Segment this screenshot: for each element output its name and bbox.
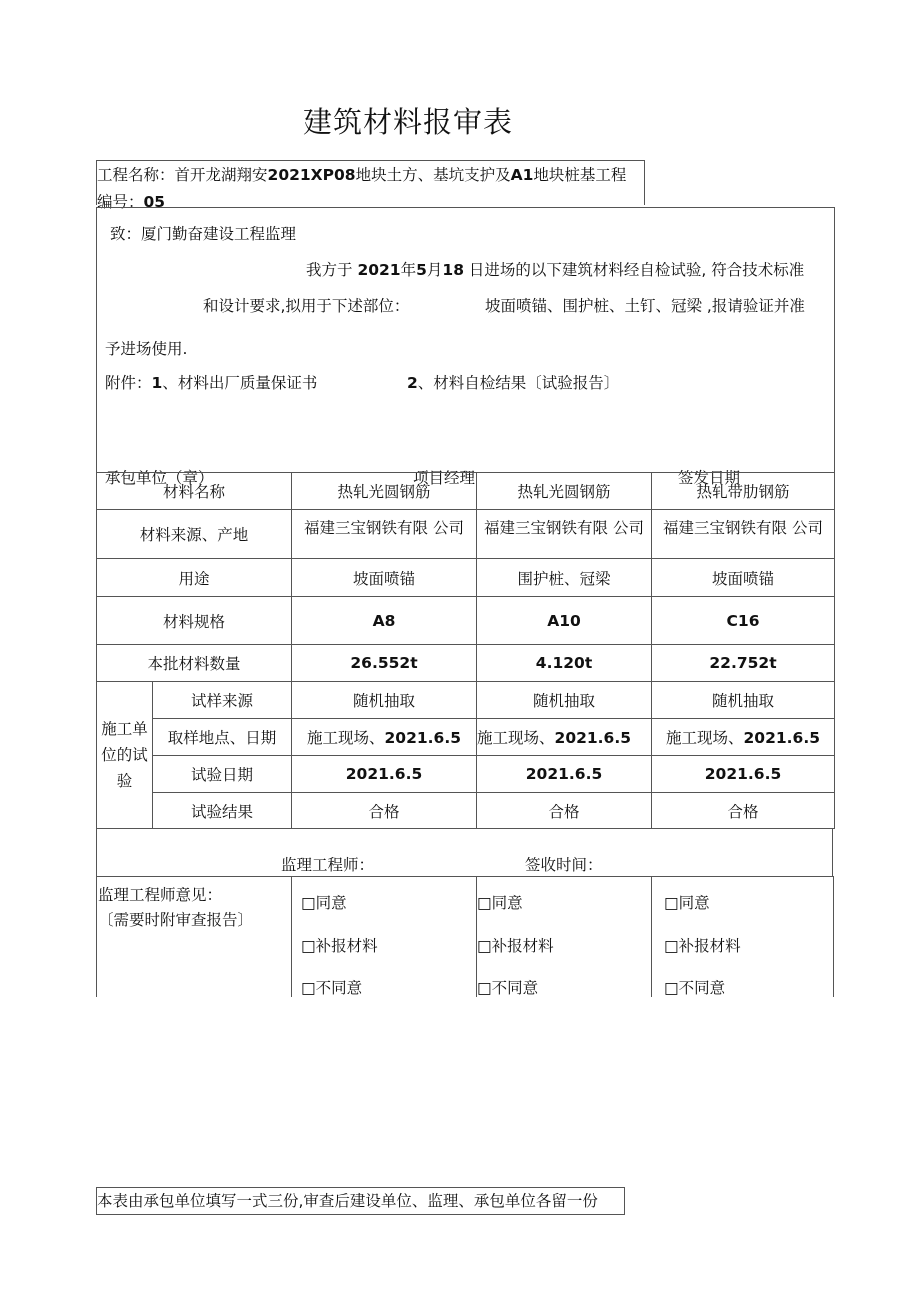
test-date-cell: 2021.6.5 xyxy=(292,756,477,793)
header-test-result: 试验结果 xyxy=(153,793,292,829)
table-row xyxy=(97,719,835,756)
test-date-cell: 2021.6.5 xyxy=(652,756,835,793)
sign-time-label: 签收时间： xyxy=(525,856,603,874)
text: 我方于 xyxy=(306,261,358,279)
opinion-label: 监理工程师意见： xyxy=(98,886,223,904)
sample-place: 施工现场、 xyxy=(477,729,555,747)
usage-cell: 坡面喷锚 xyxy=(652,559,835,597)
letter-line-2b: 坡面喷锚、围护桩、土钉、冠梁 ,报请验证并准 xyxy=(485,297,805,315)
attachment-2 xyxy=(407,371,619,393)
sample-place: 施工现场、 xyxy=(307,729,385,747)
source-cell: 福建三宝钢铁有限 公司 xyxy=(292,510,477,559)
project-name-part: 首开龙湖翔安 xyxy=(174,166,268,184)
material-name-cell: 热轧带肋钢筋 xyxy=(652,473,835,510)
spec-cell: C16 xyxy=(652,597,835,645)
material-name-cell: 热轧光圆钢筋 xyxy=(477,473,652,510)
sample-source-cell: 随机抽取 xyxy=(477,682,652,719)
usage-cell: 围护桩、冠梁 xyxy=(477,559,652,597)
header-source: 材料来源、产地 xyxy=(97,510,292,559)
date-day: 18 xyxy=(442,261,464,279)
supervisor-opinion-row xyxy=(96,876,833,996)
project-name-part: 地块土方、基坑支护及 xyxy=(355,166,511,184)
option-supplement[interactable]: □补报材料 xyxy=(477,937,554,955)
letter-line-2a: 和设计要求,拟用于下述部位： xyxy=(203,297,410,315)
option-agree[interactable]: □同意 xyxy=(664,894,710,912)
text: 日进场的以下建筑材料经自检试验, 符合技术标准 xyxy=(463,261,805,279)
test-result-cell: 合格 xyxy=(652,793,835,829)
attachment-number: 2 xyxy=(407,374,418,392)
spec-cell: A8 xyxy=(292,597,477,645)
project-number-value: 05 xyxy=(143,193,166,211)
attachment-1-text: 、材料出厂质量保证书 xyxy=(162,374,318,392)
sample-date: 2021.6.5 xyxy=(384,729,462,747)
project-code: 2021XP08 xyxy=(267,166,356,184)
header-test-date: 试验日期 xyxy=(153,756,292,793)
table-row xyxy=(97,597,835,645)
test-date-cell: 2021.6.5 xyxy=(477,756,652,793)
header-sample-source: 试样来源 xyxy=(153,682,292,719)
date-month: 5 xyxy=(416,261,427,279)
sample-place-date-cell xyxy=(652,719,835,756)
letter-recipient: 致：厦门勤奋建设工程监理 xyxy=(110,225,297,243)
materials-table xyxy=(96,472,835,829)
project-name-part: 地块桩基工程 xyxy=(533,166,627,184)
sample-place: 施工现场、 xyxy=(666,729,744,747)
text: 签发日期 xyxy=(678,469,741,487)
opinion-note: 〔需要时附审查报告〕 xyxy=(98,911,254,929)
test-result-cell: 合格 xyxy=(292,793,477,829)
header-material-name: 材料名称 xyxy=(97,473,292,510)
page-title: 建筑材料报审表 xyxy=(302,105,513,139)
table-row xyxy=(97,756,835,793)
source-cell: 福建三宝钢铁有限 公司 xyxy=(652,510,835,559)
option-agree[interactable]: □同意 xyxy=(301,894,347,912)
text: 承包单位（章） xyxy=(105,469,214,487)
opinion-label-cell xyxy=(96,876,292,997)
quantity-cell: 4.120t xyxy=(477,645,652,682)
opinion-cell xyxy=(651,876,834,997)
letter-line-1 xyxy=(306,258,804,280)
option-disagree[interactable]: □不同意 xyxy=(664,979,726,997)
test-result-cell: 合格 xyxy=(477,793,652,829)
project-name xyxy=(97,163,626,185)
supervisor-sign-row xyxy=(96,828,833,876)
opinion-cell xyxy=(476,876,652,997)
sample-place-date-cell xyxy=(292,719,477,756)
attachment-number: 1 xyxy=(151,374,163,392)
opinion-cell xyxy=(291,876,477,997)
table-row xyxy=(97,793,835,829)
sample-date: 2021.6.5 xyxy=(743,729,821,747)
quantity-cell: 26.552t xyxy=(292,645,477,682)
material-name-cell: 热轧光圆钢筋 xyxy=(292,473,477,510)
project-number-label: 编号： xyxy=(97,193,144,211)
footnote: 本表由承包单位填写一式三份,审查后建设单位、监理、承包单位各留一份 xyxy=(96,1187,625,1215)
option-agree[interactable]: □同意 xyxy=(477,894,523,912)
table-row xyxy=(97,645,835,682)
sample-place-date-cell xyxy=(477,719,652,756)
option-disagree[interactable]: □不同意 xyxy=(477,979,539,997)
table-row xyxy=(97,682,835,719)
table-row xyxy=(97,559,835,597)
table-row xyxy=(97,510,835,559)
table-row xyxy=(97,473,835,510)
quantity-cell: 22.752t xyxy=(652,645,835,682)
sample-source-cell: 随机抽取 xyxy=(292,682,477,719)
sample-source-cell: 随机抽取 xyxy=(652,682,835,719)
source-cell: 福建三宝钢铁有限 公司 xyxy=(477,510,652,559)
header-usage: 用途 xyxy=(97,559,292,597)
letter-line-3: 予进场使用. xyxy=(105,340,188,358)
header-sample-place-date: 取样地点、日期 xyxy=(153,719,292,756)
spec-cell: A10 xyxy=(477,597,652,645)
date-year: 2021 xyxy=(357,261,401,279)
attachment-2-text: 、材料自检结果〔试验报告〕 xyxy=(417,374,620,392)
project-name-label: 工程名称： xyxy=(97,166,175,184)
sample-date: 2021.6.5 xyxy=(554,729,632,747)
header-spec: 材料规格 xyxy=(97,597,292,645)
header-construction-test-group: 施工单位的试 验 xyxy=(97,682,153,829)
letter-section xyxy=(96,207,835,487)
text: 月 xyxy=(426,261,443,279)
project-number xyxy=(97,190,166,211)
header-quantity: 本批材料数量 xyxy=(97,645,292,682)
project-code: A1 xyxy=(510,166,534,184)
attachments xyxy=(105,371,317,393)
usage-cell: 坡面喷锚 xyxy=(292,559,477,597)
supervisor-engineer-label: 监理工程师： xyxy=(281,856,375,874)
option-disagree[interactable]: □不同意 xyxy=(301,979,363,997)
option-supplement[interactable]: □补报材料 xyxy=(664,937,741,955)
attachment-label: 附件： xyxy=(105,374,152,392)
text: 年 xyxy=(400,261,417,279)
option-supplement[interactable]: □补报材料 xyxy=(301,937,378,955)
supervisor-section xyxy=(96,828,833,997)
text: 项目经理 xyxy=(413,469,476,487)
